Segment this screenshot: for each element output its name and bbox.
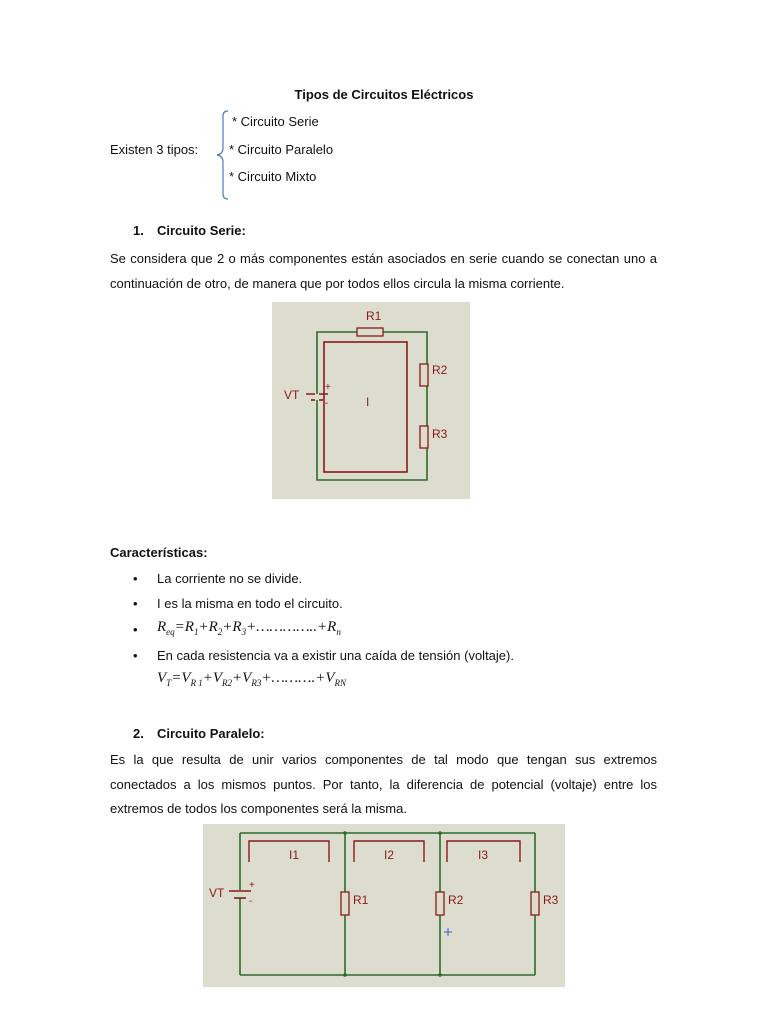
current-label: I <box>366 395 370 409</box>
r2-label: R2 <box>448 893 464 907</box>
r1-resistor <box>341 892 349 915</box>
section-1-paragraph: Se considera que 2 o más componentes están asociados en serie cuando se conectan uno a continuación de otro, de manera que por todos ellos circula la misma corriente. <box>110 251 657 291</box>
page-title: Tipos de Circuitos Eléctricos <box>294 87 474 102</box>
r2-resistor <box>420 364 428 386</box>
type-item-serie: * Circuito Serie <box>232 114 319 129</box>
section-2-title: Circuito Paralelo: <box>157 726 265 741</box>
bullet-icon: • <box>133 596 138 611</box>
r3-label: R3 <box>543 893 559 907</box>
bullet-icon: • <box>133 648 138 663</box>
r1-resistor <box>357 328 383 336</box>
types-intro: Existen 3 tipos: <box>110 142 199 157</box>
vt-label: VT <box>284 388 300 402</box>
section-2-number: 2. <box>133 726 144 741</box>
section-1-number: 1. <box>133 223 144 238</box>
plus-sign: + <box>325 382 331 393</box>
i1-label: I1 <box>289 848 300 862</box>
section-2-paragraph: Es la que resulta de unir varios componentes de tal modo que tengan sus extremos conectados a los mismos puntos. Por tanto, la diferencia de potencial (voltaje) entre los extremos de todos los componentes será la misma. <box>110 752 657 816</box>
r2-resistor <box>436 892 444 915</box>
plus-sign: + <box>249 880 255 891</box>
feature-item-4: En cada resistencia va a existir una caída de tensión (voltaje). <box>157 648 514 663</box>
r3-resistor <box>531 892 539 915</box>
type-item-paralelo: * Circuito Paralelo <box>229 142 334 157</box>
i3-label: I3 <box>478 848 489 862</box>
minus-sign: - <box>325 398 329 409</box>
r2-label: R2 <box>432 363 448 377</box>
series-circuit-diagram <box>272 302 470 499</box>
vt-formula: $V_T=V_{R 1}+V_{R2}+V_{R3}+\dots\dots\dots.+V_{RN}$ <box>157 670 347 688</box>
type-item-mixto: * Circuito Mixto <box>229 169 317 184</box>
section-1-heading <box>133 223 246 238</box>
vt-label: VT <box>209 886 225 900</box>
section-2-heading <box>133 726 265 741</box>
feature-item-2: I es la misma en todo el circuito. <box>157 596 343 611</box>
bullet-icon: • <box>133 571 138 586</box>
minus-sign: - <box>249 896 253 907</box>
r3-resistor <box>420 426 428 448</box>
parallel-circuit-diagram <box>203 824 565 987</box>
req-formula: $R_{eq}=R_1+R_2+R_3+\dots\dots\dots\dots..+R_n$ <box>157 619 341 637</box>
feature-item-1: La corriente no se divide. <box>157 571 303 586</box>
section-1-title: Circuito Serie: <box>157 223 246 238</box>
bullet-icon: • <box>133 622 138 637</box>
r3-label: R3 <box>432 427 448 441</box>
r1-label: R1 <box>353 893 369 907</box>
features-title: Características: <box>110 545 208 560</box>
r1-label: R1 <box>366 309 382 323</box>
i2-label: I2 <box>384 848 395 862</box>
